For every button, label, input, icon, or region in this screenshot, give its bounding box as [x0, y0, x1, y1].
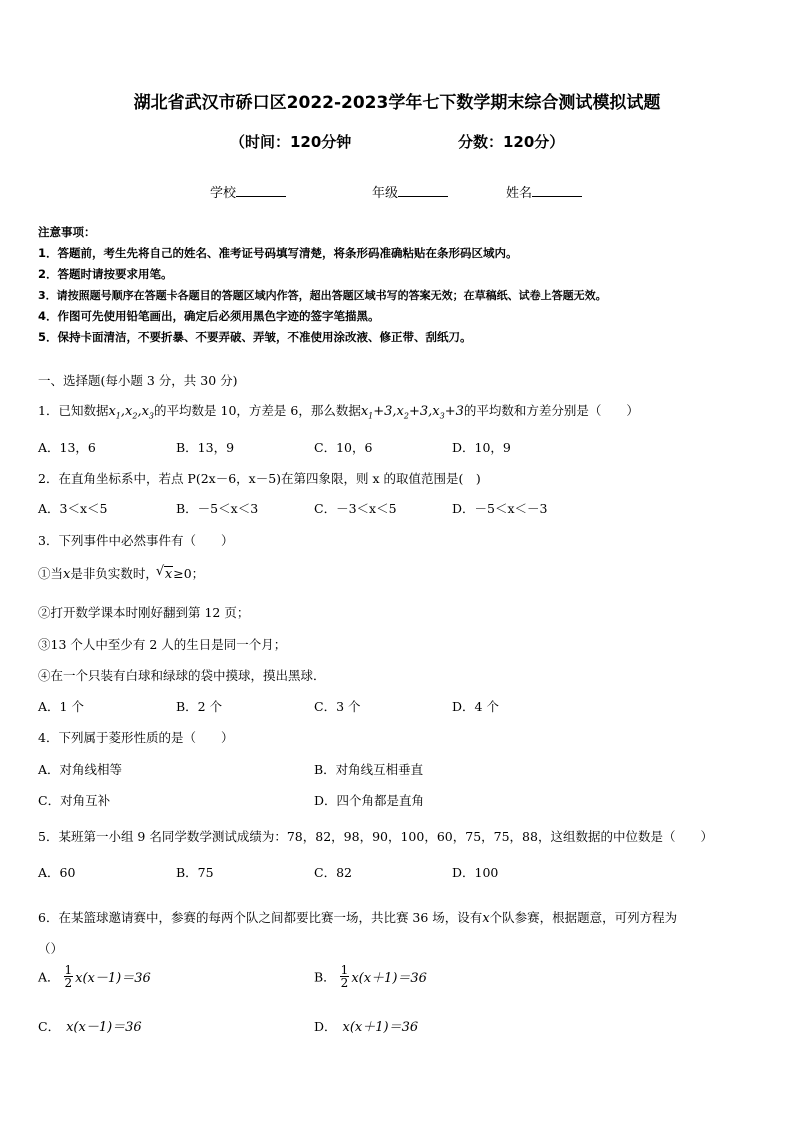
note-item: 2．答题时请按要求用笔。: [38, 267, 173, 281]
q1-option-b: B．13，9: [176, 440, 235, 455]
q6-option-a: A． $\frac{1}{2}$ x(x－1)＝36: [38, 963, 151, 990]
school-field: [210, 182, 286, 201]
question-2-stem: 2．在直角坐标系中，若点 P(2x－6，x－5)在第四象限，则 x 的取值范围是( ): [38, 471, 481, 486]
q6-option-b: B． $\frac{1}{2}$ x(x＋1)＝36: [314, 963, 427, 990]
question-3-stem: 3．下列事件中必然事件有（ ）: [38, 533, 234, 548]
q3-option-d: D．4 个: [452, 699, 499, 714]
grade-field: [372, 182, 448, 201]
q3-option-a: A．1 个: [38, 699, 84, 714]
section-heading: 一、选择题(每小题 3 分，共 30 分): [38, 373, 238, 388]
q1-option-c: C．10，6: [314, 440, 373, 455]
note-item: 5．保持卡面清洁，不要折暴、不要弄破、弄皱，不准使用涂改液、修正带、刮纸刀。: [38, 330, 472, 344]
q2-option-b: B．－5＜x＜3: [176, 501, 259, 516]
q5-option-d: D．100: [452, 865, 499, 880]
q2-option-d: D．－5＜x＜－3: [452, 501, 548, 516]
data-set-x: $x_1,x_2,x_3$: [108, 404, 155, 421]
q4-option-a: A．对角线相等: [38, 762, 123, 777]
question-4-stem: 4．下列属于菱形性质的是（ ）: [38, 730, 234, 745]
data-set-shifted: $x_1+3,x_2+3,x_3+3$: [360, 404, 464, 421]
q3-statement-2: ②打开数学课本时刚好翻到第 12 页；: [38, 605, 250, 620]
q1-option-d: D．10，9: [452, 440, 511, 455]
q6-option-d: D． x(x＋1)＝36: [314, 1019, 419, 1035]
sqrt-x: √ x: [164, 566, 173, 582]
question-5-stem: 5．某班第一小组 9 名同学数学测试成绩为：78，82，98，90，100，60，75，75，88，这组数据的中位数是（ ）: [38, 829, 713, 844]
name-blank: [532, 184, 582, 197]
question-6-parens: （）: [38, 941, 64, 956]
school-label: 学校: [210, 186, 237, 201]
school-blank: [236, 184, 286, 197]
q3-statement-1: ①当x是非负实数时，√ x≥0；: [38, 564, 204, 582]
exam-score: 分数：120分）: [458, 133, 565, 151]
q3-statement-4: ④在一个只装有白球和绿球的袋中摸球，摸出黑球．: [38, 668, 326, 683]
notes-heading: 注意事项：: [38, 225, 96, 239]
q4-option-d: D．四个角都是直角: [314, 793, 425, 808]
question-6-stem: 6．在某篮球邀请赛中，参赛的每两个队之间都要比赛一场，共比赛 36 场，设有x个队参赛，根据题意，可列方程为: [38, 910, 678, 926]
q2-option-a: A．3＜x＜5: [38, 501, 108, 516]
q3-option-b: B．2 个: [176, 699, 223, 714]
q4-option-c: C．对角互补: [38, 793, 111, 808]
exam-time: （时间：120分钟: [230, 133, 352, 151]
note-item: 3．请按照题号顺序在答题卡各题目的答题区域内作答，超出答题区域书写的答案无效；在草稿纸、试卷上答题无效。: [38, 289, 607, 302]
q5-option-b: B．75: [176, 865, 214, 880]
name-field: [506, 182, 582, 201]
question-1-stem: 1．已知数据$x_1,x_2,x_3$的平均数是 10，方差是 6，那么数据$x_1+3,x_2+3,x_3+3$的平均数和方差分别是（ ）: [38, 403, 639, 421]
q5-option-c: C．82: [314, 865, 352, 880]
q6-option-c: C． x(x－1)＝36: [38, 1019, 142, 1035]
note-item: 1．答题前，考生先将自己的姓名、准考证号码填写清楚，将条形码准确粘贴在条形码区域内。: [38, 246, 518, 260]
q5-option-a: A．60: [38, 865, 76, 880]
q3-statement-3: ③13 个人中至少有 2 人的生日是同一个月；: [38, 637, 287, 652]
q2-option-c: C．－3＜x＜5: [314, 501, 397, 516]
q3-option-c: C．3 个: [314, 699, 361, 714]
page-title: 湖北省武汉市硚口区2022-2023学年七下数学期末综合测试模拟试题: [133, 93, 661, 113]
name-label: 姓名: [506, 186, 533, 201]
note-item: 4．作图可先使用铅笔画出，确定后必须用黑色字迹的签字笔描黑。: [38, 309, 380, 323]
q1-option-a: A．13，6: [38, 440, 96, 455]
q4-option-b: B．对角线互相垂直: [314, 762, 424, 777]
grade-label: 年级: [372, 186, 399, 201]
grade-blank: [398, 184, 448, 197]
